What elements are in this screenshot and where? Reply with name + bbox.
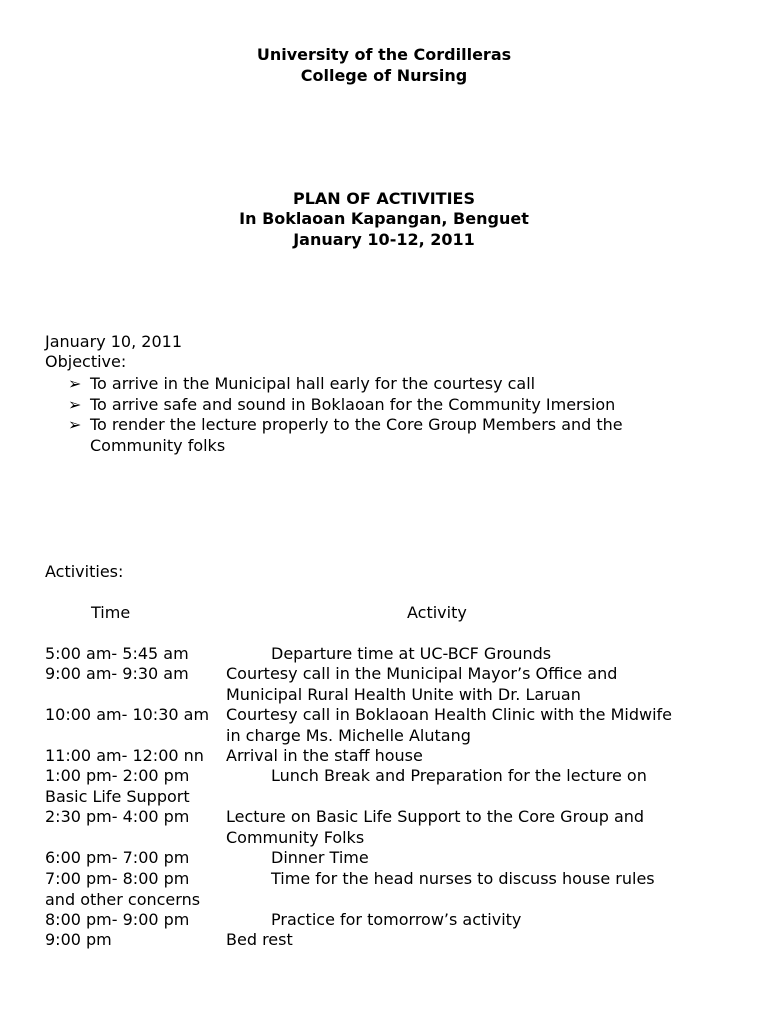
row-activity: Courtesy call in the Municipal Mayor’s Office and [226, 664, 618, 683]
row-time: 6:00 pm- 7:00 pm [45, 848, 190, 867]
day-date: January 10, 2011 [45, 332, 182, 351]
objective-text: To arrive safe and sound in Boklaoan for the Community Imersion [90, 394, 616, 414]
row-time: 1:00 pm- 2:00 pm [45, 766, 190, 785]
arrow-bullet-icon: ➢ [68, 394, 82, 414]
arrow-bullet-icon: ➢ [68, 415, 82, 434]
university-name: University of the Cordilleras [256, 45, 512, 64]
row-activity-continued: Municipal Rural Health Unite with Dr. Laruan [226, 684, 581, 704]
row-time: 2:30 pm- 4:00 pm [45, 807, 190, 826]
row-time: 8:00 pm- 9:00 pm [45, 910, 190, 929]
objective-item [68, 415, 728, 456]
row-activity: Time for the head nurses to discuss house rules [271, 869, 655, 888]
plan-dates: January 10-12, 2011 [293, 230, 475, 249]
row-activity: Dinner Time [271, 848, 369, 867]
plan-title: PLAN OF ACTIVITIES [292, 189, 475, 208]
column-header-activity: Activity [407, 603, 467, 622]
plan-location: In Boklaoan Kapangan, Benguet [239, 209, 529, 228]
column-header-time: Time [91, 603, 131, 622]
objective-text-continued: Community folks [90, 435, 226, 455]
row-time: 9:00 am- 9:30 am [45, 664, 189, 683]
row-activity: Arrival in the staff house [226, 746, 423, 765]
objective-label: Objective: [45, 352, 127, 371]
row-time: 10:00 am- 10:30 am [45, 705, 210, 724]
row-time: 11:00 am- 12:00 nn [45, 746, 204, 765]
row-time: 9:00 pm [45, 930, 112, 949]
college-name: College of Nursing [300, 66, 468, 85]
row-activity: Departure time at UC-BCF Grounds [271, 644, 552, 663]
objective-list [68, 374, 728, 456]
row-activity: Practice for tomorrow’s activity [271, 910, 522, 929]
arrow-bullet-icon: ➢ [68, 374, 82, 393]
objective-item [68, 395, 728, 416]
row-activity: Courtesy call in Boklaoan Health Clinic with the Midwife [226, 705, 672, 724]
row-activity-continued: in charge Ms. Michelle Alutang [226, 725, 471, 745]
row-time: 5:00 am- 5:45 am [45, 644, 189, 663]
row-activity-continued: and other concerns [45, 889, 201, 909]
row-activity: Lecture on Basic Life Support to the Core Group and [226, 807, 645, 826]
activities-label: Activities: [45, 562, 124, 581]
objective-item [68, 374, 728, 395]
objective-text: To render the lecture properly to the Core Group Members and the [90, 415, 623, 434]
row-activity-continued: Community Folks [226, 827, 365, 847]
row-activity-continued: Basic Life Support [45, 786, 190, 806]
row-time: 7:00 pm- 8:00 pm [45, 869, 190, 888]
objective-text: To arrive in the Municipal hall early for the courtesy call [90, 374, 536, 393]
row-activity: Lunch Break and Preparation for the lecture on [271, 766, 647, 785]
row-activity: Bed rest [226, 930, 293, 949]
